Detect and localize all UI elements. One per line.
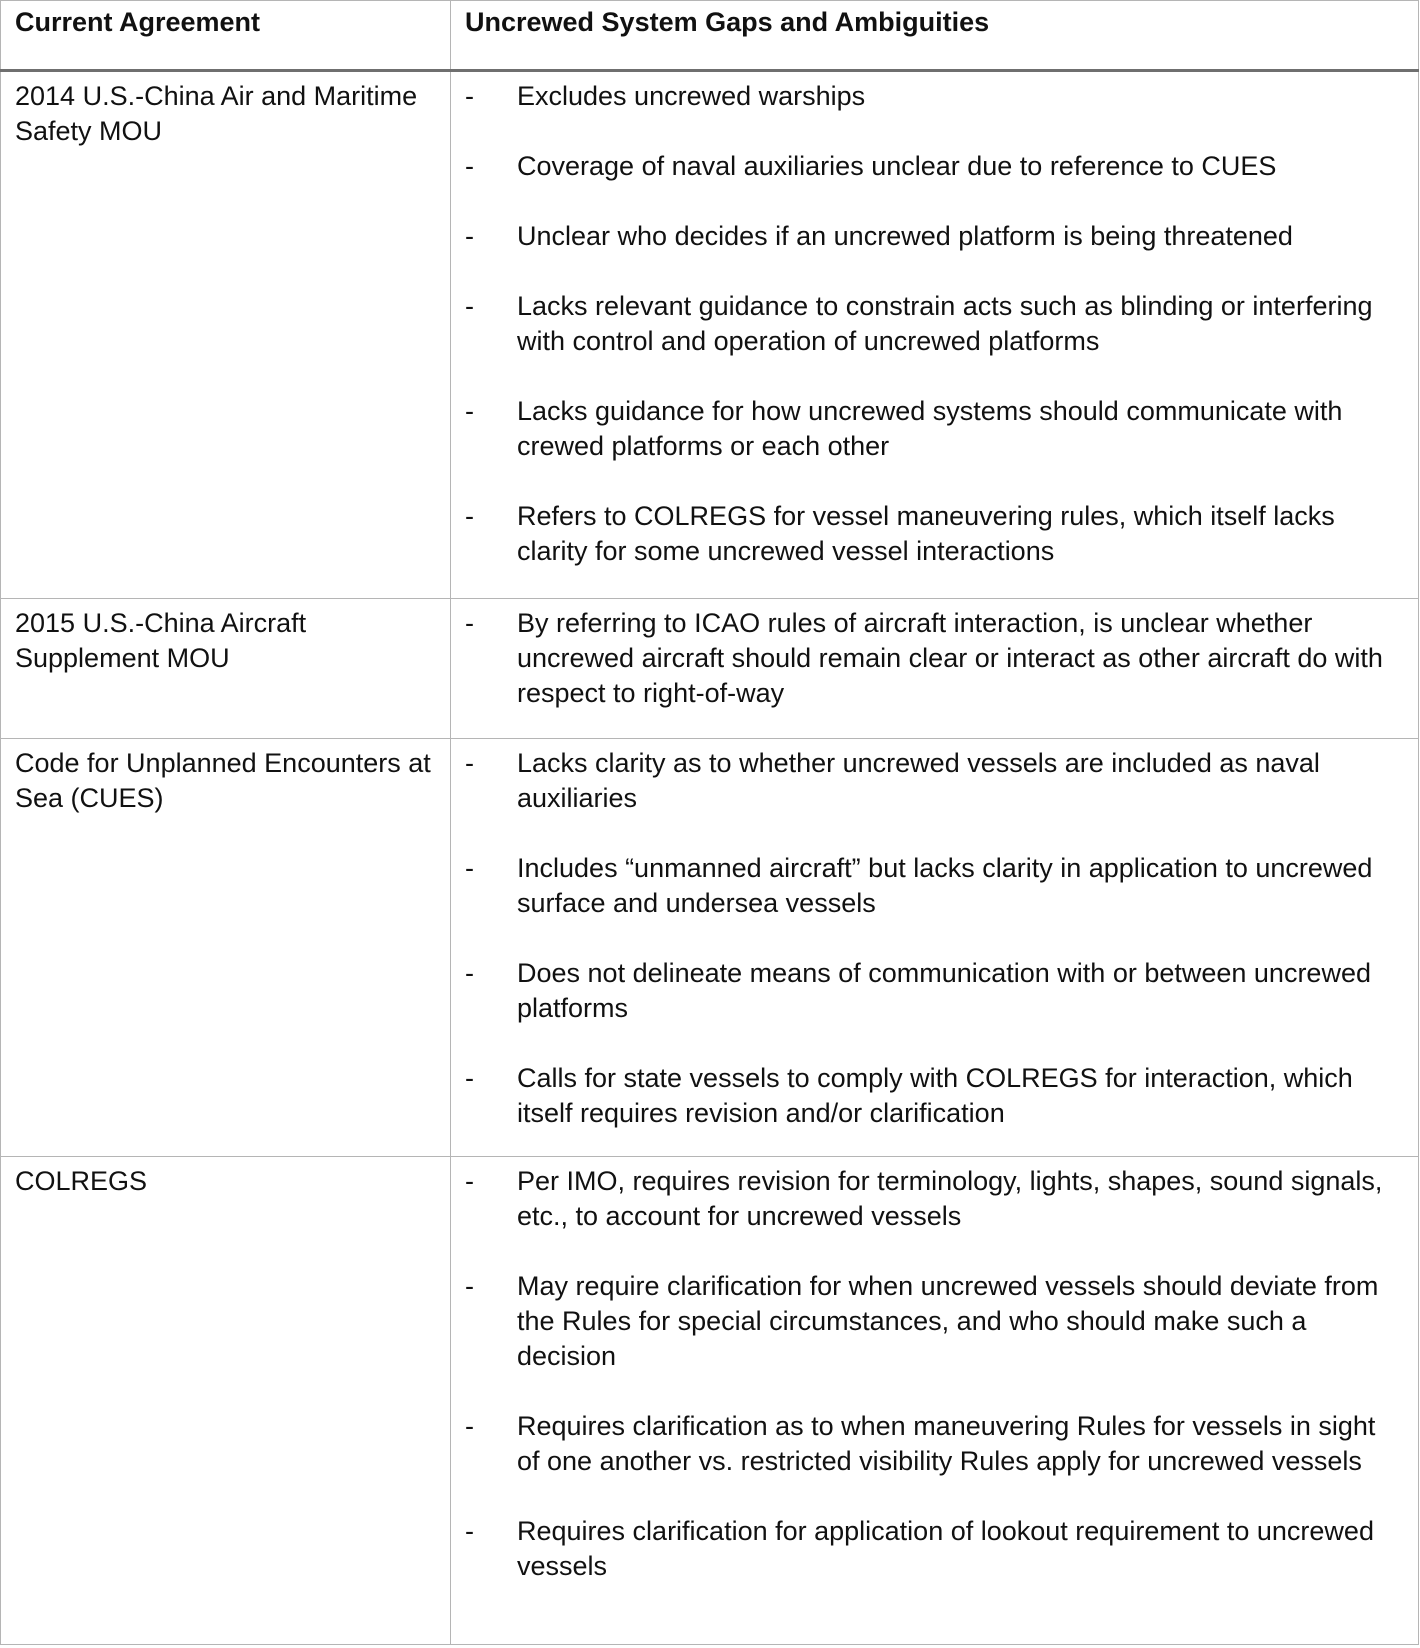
list-item <box>465 149 1402 184</box>
list-item <box>465 219 1402 254</box>
list-item <box>465 851 1402 921</box>
gap-text: May require clarification for when uncrewed vessels should deviate from the Rules for special circumstances, and who should make such a decision <box>517 1271 1379 1371</box>
dash-bullet: - <box>465 221 474 251</box>
gap-list <box>465 79 1402 569</box>
list-item <box>465 289 1402 359</box>
dash-bullet: - <box>465 958 474 988</box>
dash-bullet: - <box>465 608 474 638</box>
gap-text: Per IMO, requires revision for terminology, lights, shapes, sound signals, etc., to account for uncrewed vessels <box>517 1166 1383 1231</box>
list-item <box>465 394 1402 464</box>
gap-text: Includes “unmanned aircraft” but lacks clarity in application to uncrewed surface and undersea vessels <box>517 853 1373 918</box>
gaps-cell <box>451 739 1419 1157</box>
gap-text: Lacks guidance for how uncrewed systems should communicate with crewed platforms or each other <box>517 396 1343 461</box>
dash-bullet: - <box>465 1516 474 1546</box>
header-current-agreement: Current Agreement <box>1 1 451 71</box>
table-row <box>1 1157 1419 1645</box>
gap-text: By referring to ICAO rules of aircraft interaction, is unclear whether uncrewed aircraft should remain clear or interact as other aircraft do with respect to right-of-way <box>517 608 1383 708</box>
gaps-cell <box>451 71 1419 599</box>
dash-bullet: - <box>465 1271 474 1301</box>
header-row <box>1 1 1419 71</box>
dash-bullet: - <box>465 1166 474 1196</box>
gap-text: Coverage of naval auxiliaries unclear due to reference to CUES <box>517 151 1277 181</box>
list-item <box>465 1061 1402 1131</box>
list-item <box>465 79 1402 114</box>
list-item <box>465 606 1402 711</box>
gap-text: Unclear who decides if an uncrewed platform is being threatened <box>517 221 1293 251</box>
gaps-cell <box>451 1157 1419 1645</box>
table-header <box>1 1 1419 71</box>
gap-list <box>465 606 1402 711</box>
gap-text: Does not delineate means of communication with or between uncrewed platforms <box>517 958 1371 1023</box>
gap-text: Lacks relevant guidance to constrain acts such as blinding or interfering with control and operation of uncrewed platforms <box>517 291 1373 356</box>
agreement-cell: 2015 U.S.-China Aircraft Supplement MOU <box>1 599 451 739</box>
table-row <box>1 739 1419 1157</box>
gap-text: Requires clarification as to when maneuvering Rules for vessels in sight of one another vs. restricted visibility Rules apply for uncrewed vessels <box>517 1411 1376 1476</box>
agreement-cell: 2014 U.S.-China Air and Maritime Safety MOU <box>1 71 451 599</box>
agreement-cell: COLREGS <box>1 1157 451 1645</box>
list-item <box>465 1164 1402 1234</box>
gap-text: Calls for state vessels to comply with COLREGS for interaction, which itself requires revision and/or clarification <box>517 1063 1353 1128</box>
dash-bullet: - <box>465 853 474 883</box>
dash-bullet: - <box>465 1411 474 1441</box>
gap-text: Lacks clarity as to whether uncrewed vessels are included as naval auxiliaries <box>517 748 1320 813</box>
list-item <box>465 1409 1402 1479</box>
table-row <box>1 71 1419 599</box>
gap-text: Refers to COLREGS for vessel maneuvering rules, which itself lacks clarity for some uncrewed vessel interactions <box>517 501 1335 566</box>
agreement-cell: Code for Unplanned Encounters at Sea (CUES) <box>1 739 451 1157</box>
list-item <box>465 956 1402 1026</box>
gap-text: Requires clarification for application of lookout requirement to uncrewed vessels <box>517 1516 1374 1581</box>
gaps-cell <box>451 599 1419 739</box>
dash-bullet: - <box>465 748 474 778</box>
list-item <box>465 499 1402 569</box>
list-item <box>465 746 1402 816</box>
list-item <box>465 1269 1402 1374</box>
dash-bullet: - <box>465 81 474 111</box>
dash-bullet: - <box>465 501 474 531</box>
gap-list <box>465 746 1402 1131</box>
gap-text: Excludes uncrewed warships <box>517 81 866 111</box>
dash-bullet: - <box>465 291 474 321</box>
dash-bullet: - <box>465 396 474 426</box>
dash-bullet: - <box>465 1063 474 1093</box>
table-body <box>1 71 1419 1645</box>
dash-bullet: - <box>465 151 474 181</box>
gap-list <box>465 1164 1402 1584</box>
list-item <box>465 1514 1402 1584</box>
header-uncrewed-gaps: Uncrewed System Gaps and Ambiguities <box>451 1 1419 71</box>
table-row <box>1 599 1419 739</box>
